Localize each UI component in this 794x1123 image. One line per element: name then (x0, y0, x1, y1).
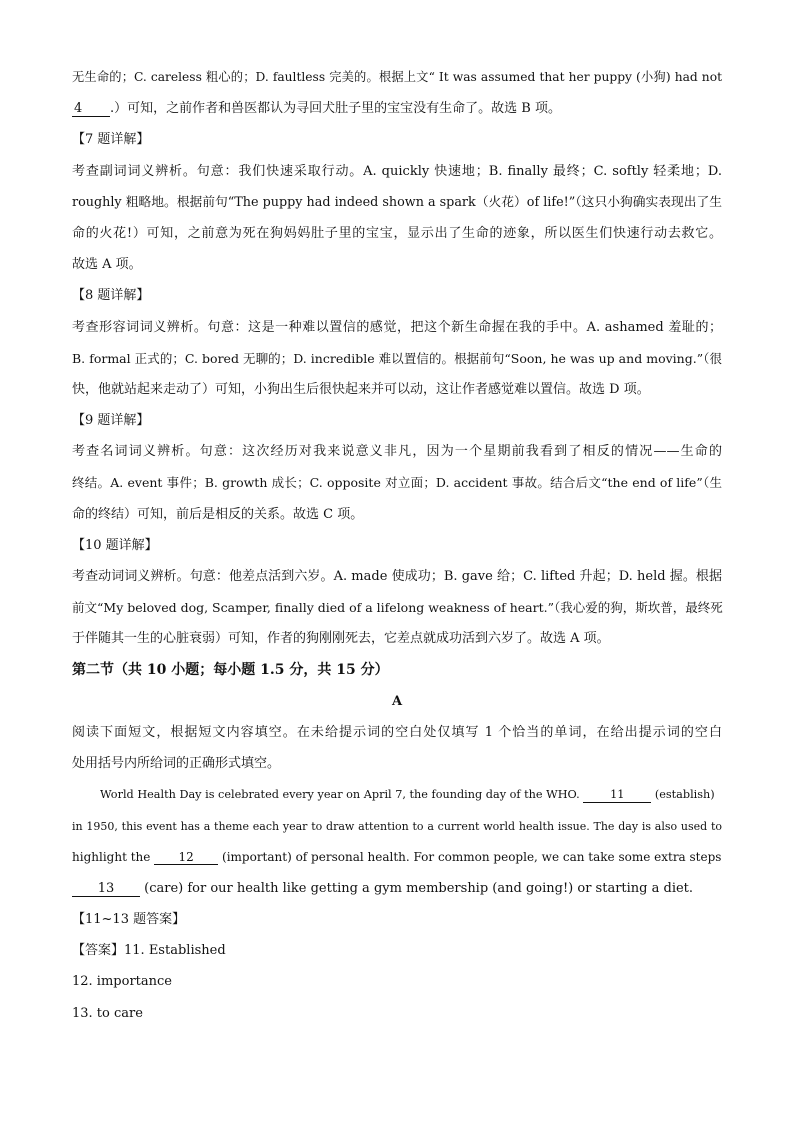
q6-explanation-line-2: 4 .）可知，之前作者和兽医都认为寻回犬肚子里的宝宝没有生命了。故选 B 项。 (74, 101, 561, 117)
passage-text: (care) for our health like getting a gym membership (and going!) or starting a diet. (144, 880, 694, 896)
passage-line-4 (72, 873, 722, 904)
answer-blank-13: 13 (72, 882, 140, 897)
q10-header: 【10 题详解】 (72, 537, 158, 553)
q8-explanation-line-3: 快，他就站起来走动了）可知，小狗出生后很快起来并可以动，这让作者感觉难以置信。故选 D 项。 (72, 381, 650, 397)
q6-explanation-text: ）可知，之前作者和兽医都认为寻回犬肚子里的宝宝没有生命了。故选 B 项。 (114, 101, 561, 117)
passage-text: World Health Day is celebrated every year on April 7, the founding day of the WHO. (100, 788, 580, 802)
answers-header: 【11~13 题答案】 (72, 912, 186, 928)
passage-hint: (establish) (654, 788, 715, 802)
q6-explanation-line-1: 无生命的；C. careless 粗心的；D. faultless 完美的。根据上文“ It was assumed that her puppy (小狗) had not (72, 70, 722, 84)
answer-label: 【答案】 (72, 943, 125, 959)
q10-explanation-line-2: 前文“My beloved dog, Scamper, finally died of a lifelong weakness of heart.”（我心爱的狗，斯坎普，最终死 (72, 600, 723, 616)
passage-text: (important) of personal health. For common people, we can take some extra steps (222, 849, 722, 864)
answer-blank-4: 4 (72, 102, 110, 117)
answer-11: 11. Established (124, 943, 226, 959)
q8-explanation-line-1: 考查形容词词义辨析。句意：这是一种难以置信的感觉，把这个新生命握在我的手中。A. ashamed 羞耻的； (72, 319, 722, 335)
answer-blank-12: 12 (154, 850, 218, 865)
answers-line (72, 935, 722, 966)
q7-header: 【7 题详解】 (72, 132, 150, 148)
part-heading: A (391, 693, 403, 709)
instructions-line-2: 处用括号内所给词的正确形式填空。 (72, 756, 281, 772)
section-title: 第二节（共 10 小题；每小题 1.5 分，共 15 分） (72, 661, 389, 678)
q9-explanation-line-1: 考查名词词义辨析。句意：这次经历对我来说意义非凡，因为一个星期前我看到了相反的情况——生命的 (72, 444, 722, 460)
passage-line-1 (72, 779, 722, 810)
passage-text: highlight the (72, 849, 151, 864)
q10-explanation-line-1: 考查动词词义辨析。句意：他差点活到六岁。A. made 使成功；B. gave 给；C. lifted 升起；D. held 握。根据 (72, 569, 722, 584)
q9-header: 【9 题详解】 (72, 413, 150, 429)
q9-explanation-line-2: 终结。A. event 事件；B. growth 成长；C. opposite 对立面；D. accident 事故。结合后文“the end of life”（生 (72, 475, 722, 491)
q7-explanation-line-2: roughly 粗略地。根据前句“The puppy had indeed shown a spark（火花）of life!”（这只小狗确实表现出了生 (72, 194, 722, 210)
q7-explanation-line-3: 命的火花!）可知，之前意为死在狗妈妈肚子里的宝宝，显示出了生命的迹象，所以医生们快速行动去救它。 (72, 225, 722, 241)
answer-13: 13. to care (72, 1005, 143, 1021)
passage-line-2: in 1950, this event has a theme each year to draw attention to a current world health issue. The day is also used to (72, 819, 722, 833)
q9-explanation-line-3: 命的终结）可知，前后是相反的关系。故选 C 项。 (72, 506, 364, 522)
answer-blank-11: 11 (583, 788, 651, 803)
document-page (72, 62, 722, 1029)
q7-explanation-line-1: 考查副词词义辨析。句意：我们快速采取行动。A. quickly 快速地；B. finally 最终；C. softly 轻柔地；D. (72, 163, 722, 179)
q10-explanation-line-3: 于伴随其一生的心脏衰弱）可知，作者的狗刚刚死去，它差点就成功活到六岁了。故选 A 项。 (72, 631, 610, 647)
instructions-line-1: 阅读下面短文，根据短文内容填空。在未给提示词的空白处仅填写 1 个恰当的单词，在给出提示词的空白 (72, 724, 722, 740)
q7-explanation-line-4: 故选 A 项。 (72, 257, 142, 273)
answer-12: 12. importance (72, 974, 172, 990)
q8-header: 【8 题详解】 (72, 288, 150, 304)
q8-explanation-line-2: B. formal 正式的；C. bored 无聊的；D. incredible 难以置信的。根据前句“Soon, he was up and moving.”（很 (72, 350, 722, 366)
passage-line-3 (72, 842, 722, 873)
